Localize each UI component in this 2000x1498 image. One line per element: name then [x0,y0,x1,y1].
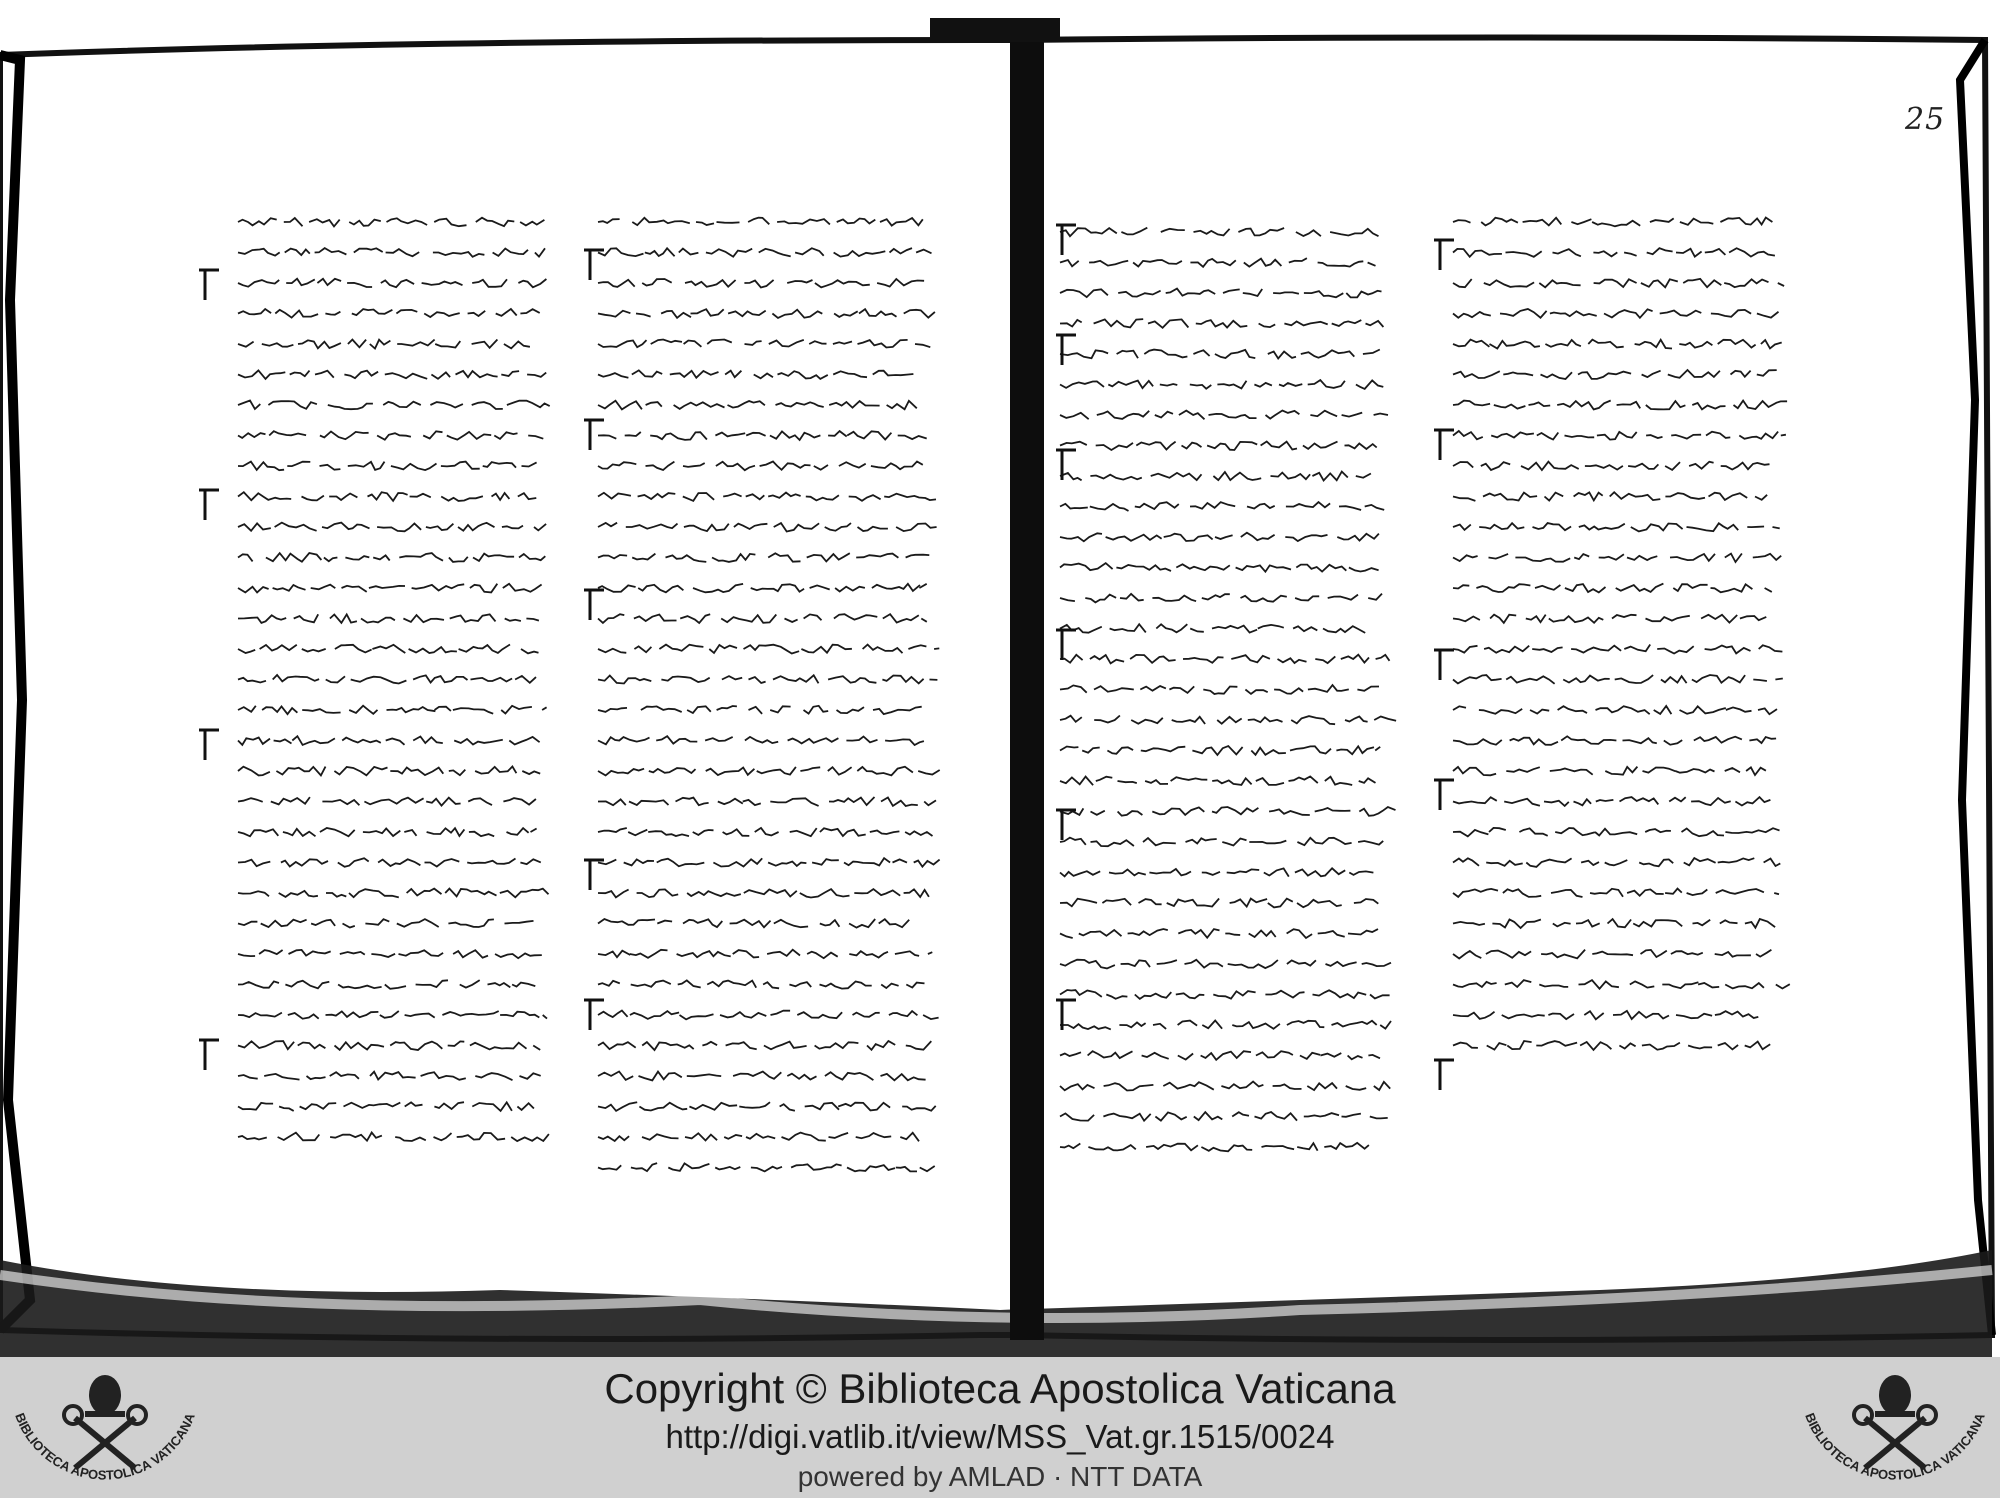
powered-by-text: powered by AMLAD · NTT DATA [797,1461,1203,1492]
folio-number: 25 [1905,102,1946,137]
svg-text:BIBLIOTECA APOSTOLICA VATICANA: BIBLIOTECA APOSTOLICA VATICANA [12,1410,198,1483]
page-outline [0,38,1992,1341]
copyright-text: Copyright © Biblioteca Apostolica Vaticana [604,1365,1396,1412]
gutter-binding [1010,40,1044,1340]
svg-text:BIBLIOTECA APOSTOLICA VATICANA: BIBLIOTECA APOSTOLICA VATICANA [1802,1410,1988,1483]
binding-tab [930,18,1060,42]
papal-keys-tiara-icon [1790,1365,2000,1493]
footer-bar [0,1357,2000,1498]
source-url[interactable]: http://digi.vatlib.it/view/MSS_Vat.gr.1515/0024 [665,1418,1335,1455]
